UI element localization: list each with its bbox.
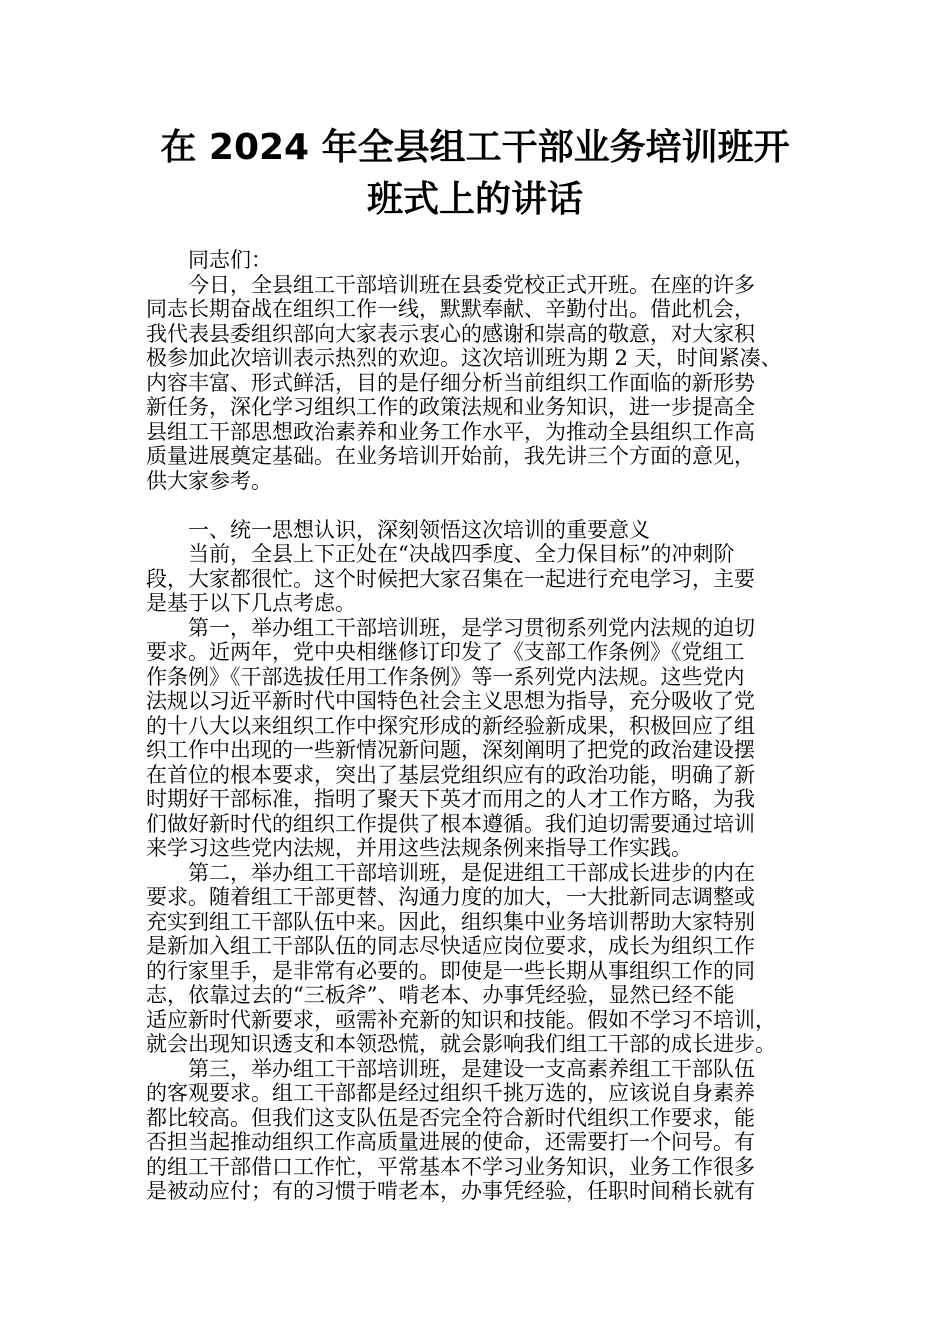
text-line: 来学习这些党内法规，并用这些法规条例来指导工作实践。 xyxy=(146,836,692,860)
text-line: 第二，举办组工干部培训班，是促进组工干部成长进步的内在 xyxy=(188,860,755,885)
paragraph-first-point xyxy=(146,616,810,861)
text-line: 内容丰富、形式鲜活，目的是仔细分析当前组织工作面临的新形势 xyxy=(146,370,755,395)
text-line: 我代表县委组织部向大家表示衷心的感谢和崇高的敬意，对大家积 xyxy=(146,321,755,346)
title-line-1: 在 2024 年全县组工干部业务培训班开 xyxy=(160,127,790,168)
text-line: 是被动应付；有的习惯于啃老本，办事凭经验，任职时间稍长就有 xyxy=(146,1179,755,1203)
text-line: 供大家参考。 xyxy=(146,468,272,493)
text-line: 段，大家都很忙。这个时候把大家召集在一起进行充电学习，主要 xyxy=(146,566,755,591)
text-line: 第一，举办组工干部培训班，是学习贯彻系列党内法规的迫切 xyxy=(188,615,755,640)
paragraph-third-point xyxy=(146,1057,810,1204)
text-line: 时期好干部标准，指明了聚天下英才而用之的人才工作方略，为我 xyxy=(146,787,755,811)
text-line: 同志长期奋战在组织工作一线，默默奉献、辛勤付出。借此机会， xyxy=(146,297,755,321)
text-line: 法规以习近平新时代中国特色社会主义思想为指导，充分吸收了党 xyxy=(146,689,755,713)
text-line: 适应新时代新要求，亟需补充新的知识和技能。假如不学习不培训， xyxy=(146,1007,776,1032)
section-heading-1 xyxy=(146,518,810,543)
text-line: 要求。近两年，党中央相继修订印发了《支部工作条例》《党组工 xyxy=(146,640,745,664)
section-heading-text: 一、统一思想认识，深刻领悟这次培训的重要意义 xyxy=(188,517,650,542)
text-line: 要求。随着组工干部更替、沟通力度的加大，一大批新同志调整或 xyxy=(146,885,755,909)
text-line: 是基于以下几点考虑。 xyxy=(146,591,356,615)
text-line: 志，依靠过去的“三板斧”、啃老本、办事凭经验，显然已经不能 xyxy=(146,983,735,1007)
paragraph-intro xyxy=(146,273,810,494)
salutation-text: 同志们： xyxy=(188,248,272,272)
text-line: 的组工干部借口工作忙，平常基本不学习业务知识，业务工作很多 xyxy=(146,1154,755,1179)
title-line-2: 班式上的讲话 xyxy=(366,179,583,220)
document-body xyxy=(146,248,810,1204)
text-line: 的行家里手，是非常有必要的。即使是一些长期从事组织工作的同 xyxy=(146,958,755,983)
text-line: 织工作中出现的一些新情况新问题，深刻阐明了把党的政治建设摆 xyxy=(146,738,755,762)
text-line: 当前，全县上下正处在“决战四季度、全力保目标”的冲刺阶 xyxy=(188,542,735,566)
paragraph-context xyxy=(146,542,810,616)
text-line: 充实到组工干部队伍中来。因此，组织集中业务培训帮助大家特别 xyxy=(146,909,755,934)
salutation xyxy=(146,248,810,273)
document-title xyxy=(120,122,830,226)
text-line: 是新加入组工干部队伍的同志尽快适应岗位要求，成长为组织工作 xyxy=(146,934,755,958)
text-line: 否担当起推动组织工作高质量进展的使命，还需要打一个问号。有 xyxy=(146,1130,755,1154)
paragraph-gap xyxy=(146,493,810,518)
text-line: 就会出现知识透支和本领恐慌，就会影响我们组工干部的成长进步。 xyxy=(146,1032,776,1056)
text-line: 今日，全县组工干部培训班在县委党校正式开班。在座的许多 xyxy=(188,272,755,297)
text-line: 的十八大以来组织工作中探究形成的新经验新成果，积极回应了组 xyxy=(146,713,755,738)
text-line: 的客观要求。组工干部都是经过组织千挑万选的，应该说自身素养 xyxy=(146,1081,755,1105)
text-line: 新任务，深化学习组织工作的政策法规和业务知识，进一步提高全 xyxy=(146,395,755,419)
paragraph-second-point xyxy=(146,861,810,1057)
text-line: 第三，举办组工干部培训班，是建设一支高素养组工干部队伍 xyxy=(188,1056,755,1081)
text-line: 县组工干部思想政治素养和业务工作水平，为推动全县组织工作高 xyxy=(146,419,755,444)
text-line: 们做好新时代的组织工作提供了根本遵循。我们迫切需要通过培训 xyxy=(146,811,755,836)
text-line: 极参加此次培训表示热烈的欢迎。这次培训班为期 2 天，时间紧凑、 xyxy=(146,346,782,370)
text-line: 在首位的根本要求，突出了基层党组织应有的政治功能，明确了新 xyxy=(146,762,755,787)
text-line: 质量进展奠定基础。在业务培训开始前，我先讲三个方面的意见， xyxy=(146,444,755,468)
text-line: 作条例》《干部选拔任用工作条例》等一系列党内法规。这些党内 xyxy=(146,664,745,689)
text-line: 都比较高。但我们这支队伍是否完全符合新时代组织工作要求，能 xyxy=(146,1105,755,1130)
